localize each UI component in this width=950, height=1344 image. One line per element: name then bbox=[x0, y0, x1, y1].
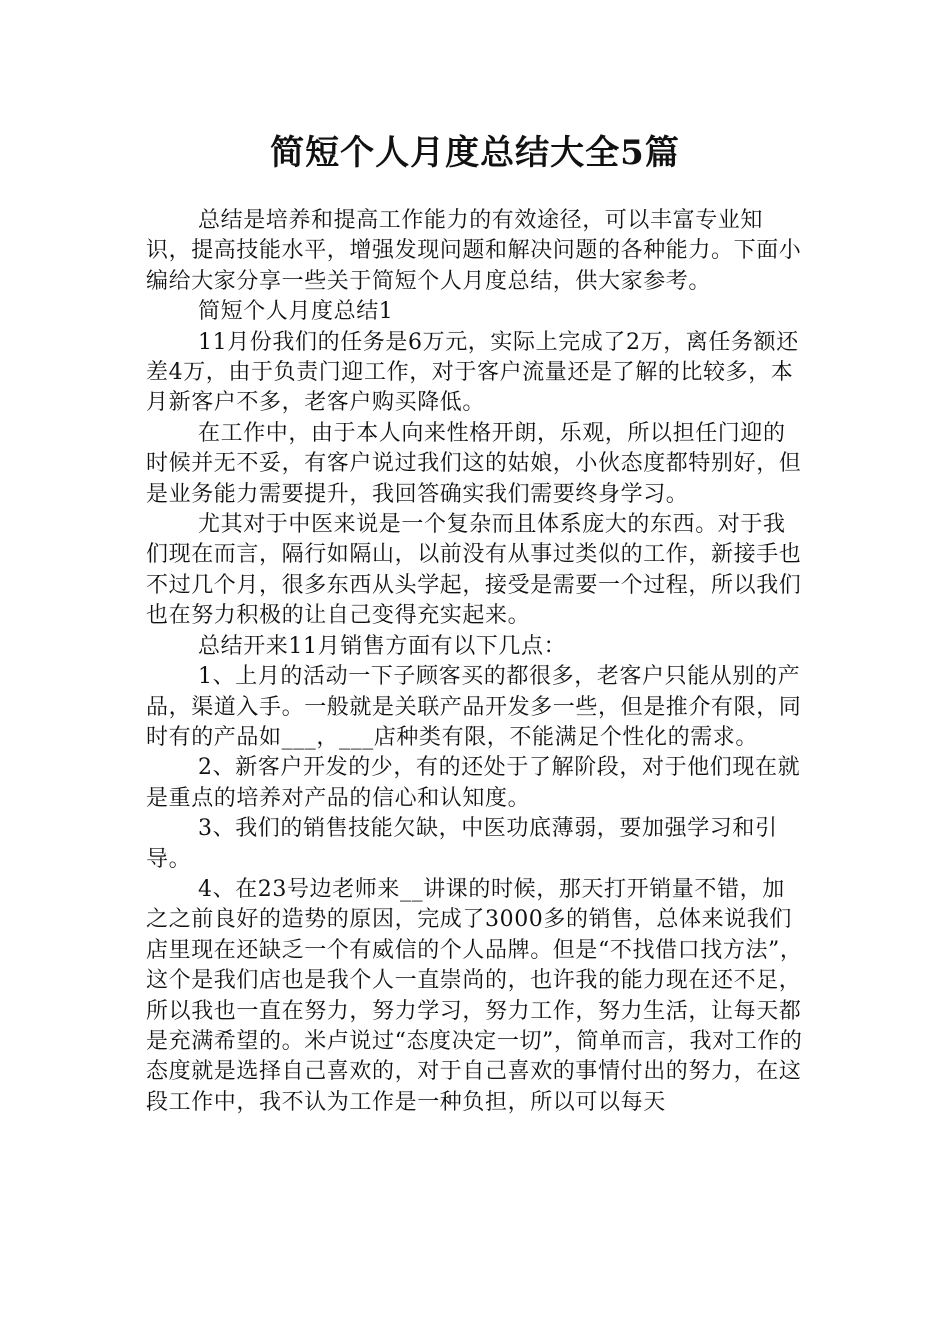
paragraph: 11月份我们的任务是6万元，实际上完成了2万，离任务额还差4万，由于负责门迎工作，对于客户流量还是了解的比较多，本月新客户不多，老客户购买降低。 bbox=[146, 329, 799, 416]
list-item: 1、上月的活动一下子顾客买的都很多，老客户只能从别的产品，渠道入手。一般就是关联产品开发多一些，但是推介有限，同时有的产品如___，___店种类有限，不能满足个性化的需求。 bbox=[146, 664, 802, 750]
paragraph: 总结开来11月销售方面有以下几点： bbox=[198, 633, 567, 659]
intro-paragraph: 总结是培养和提高工作能力的有效途径，可以丰富专业知识，提高技能水平，增强发现问题和解决问题的各种能力。下面小编给大家分享一些关于简短个人月度总结，供大家参考。 bbox=[146, 208, 802, 294]
list-item: 2、新客户开发的少，有的还处于了解阶段，对于他们现在就是重点的培养对产品的信心和认知度。 bbox=[146, 755, 801, 811]
document-body bbox=[146, 206, 806, 1118]
list-item: 4、在23号边老师来__讲课的时候，那天打开销量不错，加之之前良好的造势的原因，完成了3000多的销售，总体来说我们店里现在还缺乏一个有威信的个人品牌。但是“不找借口找方法”，这个是我们店也是我个人一直崇尚的，也许我的能力现在还不足，所以我也一直在努力，努力学习，努力工作，努力生活，让每天都是充满希望的。米卢说过“态度决定一切”，简单而言，我对工作的态度就是选择自己喜欢的，对于自己喜欢的事情付出的努力，在这段工作中，我不认为工作是一种负担，所以可以每天 bbox=[146, 876, 803, 1115]
document-title: 简短个人月度总结大全5篇 bbox=[270, 133, 680, 173]
paragraph: 在工作中，由于本人向来性格开朗，乐观，所以担任门迎的时候并无不妥，有客户说过我们这的姑娘，小伙态度都特别好，但是业务能力需要提升，我回答确实我们需要终身学习。 bbox=[146, 420, 802, 507]
section-heading: 简短个人月度总结1 bbox=[198, 299, 394, 325]
paragraph: 尤其对于中医来说是一个复杂而且体系庞大的东西。对于我们现在而言，隔行如隔山，以前没有从事过类似的工作，新接手也不过几个月，很多东西从头学起，接受是需要一个过程，所以我们也在努力积极的让自己变得充实起来。 bbox=[146, 512, 802, 629]
list-item: 3、我们的销售技能欠缺，中医功底薄弱，要加强学习和引导。 bbox=[146, 816, 778, 872]
